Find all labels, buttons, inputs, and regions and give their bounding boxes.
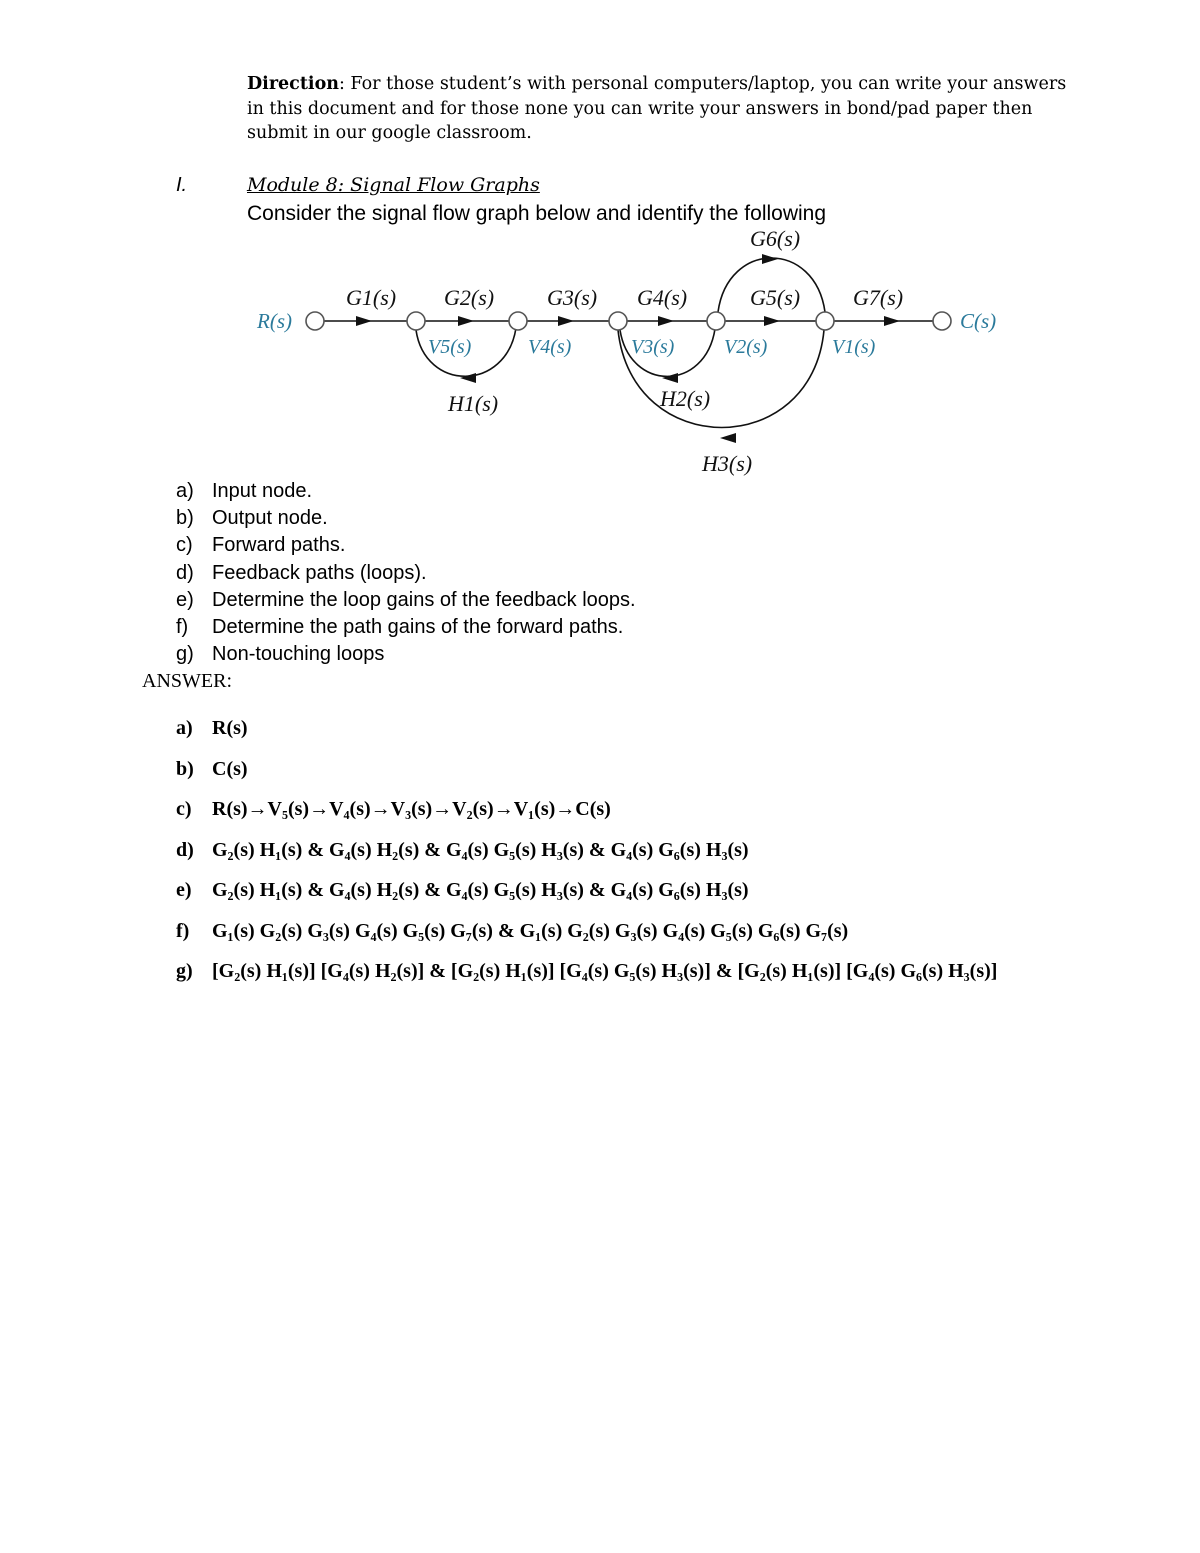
question-list (176, 478, 636, 668)
node-output (933, 312, 951, 330)
question-text: Feedback paths (loops). (212, 561, 427, 584)
answer-text: R(s) (212, 717, 248, 739)
node-label-v2: V2(s) (724, 336, 768, 358)
question-text: Input node. (212, 480, 313, 502)
answer-text: G₂(s) H₁(s) & G₄(s) H₂(s) & G₄(s) G₅(s) H₃(s) & G₄(s) G₆(s) H₃(s) (212, 879, 749, 901)
question-item (176, 641, 636, 668)
question-text: Forward paths. (212, 534, 346, 557)
output-label: C(s) (960, 309, 997, 333)
feedback-h3: H3(s) (702, 451, 753, 476)
arrow-g1 (356, 316, 372, 326)
section-title: Module 8: Signal Flow Graphs (247, 174, 540, 196)
answer-text: G₂(s) H₁(s) & G₄(s) H₂(s) & G₄(s) G₅(s) H₃(s) & G₄(s) G₆(s) H₃(s) (212, 838, 749, 861)
node-label-v4: V4(s) (528, 336, 572, 358)
gain-g7: G7(s) (853, 285, 904, 310)
question-letter: f) (176, 616, 189, 639)
question-letter: a) (176, 480, 194, 502)
question-letter: e) (176, 588, 194, 611)
answer-letter: a) (176, 717, 193, 739)
answer-text: G₁(s) G₂(s) G₃(s) G₄(s) G₅(s) G₇(s) & G₁(s) G₂(s) G₃(s) G₄(s) G₅(s) G₆(s) G₇(s) (212, 919, 849, 942)
answer-text: R(s)→V₅(s)→V₄(s)→V₃(s)→V₂(s)→V₁(s)→C(s) (212, 798, 611, 820)
node-label-v3: V3(s) (631, 336, 675, 358)
question-letter: g) (176, 643, 194, 666)
question-text: Non-touching loops (212, 643, 385, 666)
question-item (176, 560, 636, 587)
answer-item (176, 830, 1060, 871)
answer-heading: ANSWER: (142, 670, 232, 692)
question-item (176, 532, 636, 559)
question-item (176, 478, 636, 505)
answer-list (176, 708, 1060, 992)
arrow-g4 (658, 316, 674, 326)
signal-flow-graph (0, 0, 1200, 490)
answer-text: C(s) (212, 757, 248, 780)
gain-g2: G2(s) (444, 285, 495, 310)
answer-letter: c) (176, 798, 192, 820)
answer-letter: f) (176, 919, 190, 942)
answer-item (176, 789, 1060, 830)
arrow-h2 (662, 373, 678, 383)
arrow-g2 (458, 316, 474, 326)
answer-item (176, 911, 1060, 952)
section-prompt: Consider the signal flow graph below and identify the following (247, 202, 827, 225)
answer-item (176, 870, 1060, 911)
node-v4 (509, 312, 527, 330)
node-v1 (816, 312, 834, 330)
node-input (306, 312, 324, 330)
gain-g6: G6(s) (750, 226, 801, 251)
arrow-g7 (884, 316, 900, 326)
input-label: R(s) (257, 309, 292, 333)
answer-letter: d) (176, 838, 194, 861)
answer-text: [G₂(s) H₁(s)] [G₄(s) H₂(s)] & [G₂(s) H₁(s)] [G₄(s) G₅(s) H₃(s)] & [G₂(s) H₁(s)] [G₄(s) G₆(s) H₃(s)] (212, 960, 998, 982)
question-text: Determine the path gains of the forward paths. (212, 616, 624, 639)
answer-letter: e) (176, 879, 192, 901)
direction-label: Direction (247, 74, 339, 94)
arrow-g3 (558, 316, 574, 326)
gain-g1: G1(s) (346, 285, 397, 310)
arrow-h1 (460, 373, 476, 383)
gain-g4: G4(s) (637, 285, 688, 310)
node-v5 (407, 312, 425, 330)
node-v2 (707, 312, 725, 330)
node-label-v1: V1(s) (832, 336, 876, 358)
question-item (176, 587, 636, 614)
answer-item (176, 951, 1060, 992)
arrow-g6 (762, 254, 778, 264)
answer-letter: g) (176, 960, 193, 982)
arrow-g5 (764, 316, 780, 326)
node-label-v5: V5(s) (428, 336, 472, 358)
question-letter: c) (176, 534, 193, 557)
feedback-h2: H2(s) (660, 386, 711, 411)
answer-item (176, 749, 1060, 790)
question-item (176, 614, 636, 641)
arrow-h3 (720, 433, 736, 443)
question-item (176, 505, 636, 532)
gain-g3: G3(s) (547, 285, 598, 310)
question-letter: d) (176, 561, 194, 584)
section-number: I. (176, 174, 188, 196)
question-letter: b) (176, 507, 194, 530)
node-v3 (609, 312, 627, 330)
answer-item (176, 708, 1060, 749)
answer-letter: b) (176, 757, 194, 780)
question-text: Output node. (212, 507, 328, 530)
direction-text: : For those student’s with personal computers/laptop, you can write your answers in this document and for those none you can write your answers in bond/pad paper then submit in our google classroom. (247, 74, 1067, 143)
feedback-h1: H1(s) (448, 391, 499, 416)
question-text: Determine the loop gains of the feedback loops. (212, 588, 636, 611)
gain-g5: G5(s) (750, 285, 801, 310)
